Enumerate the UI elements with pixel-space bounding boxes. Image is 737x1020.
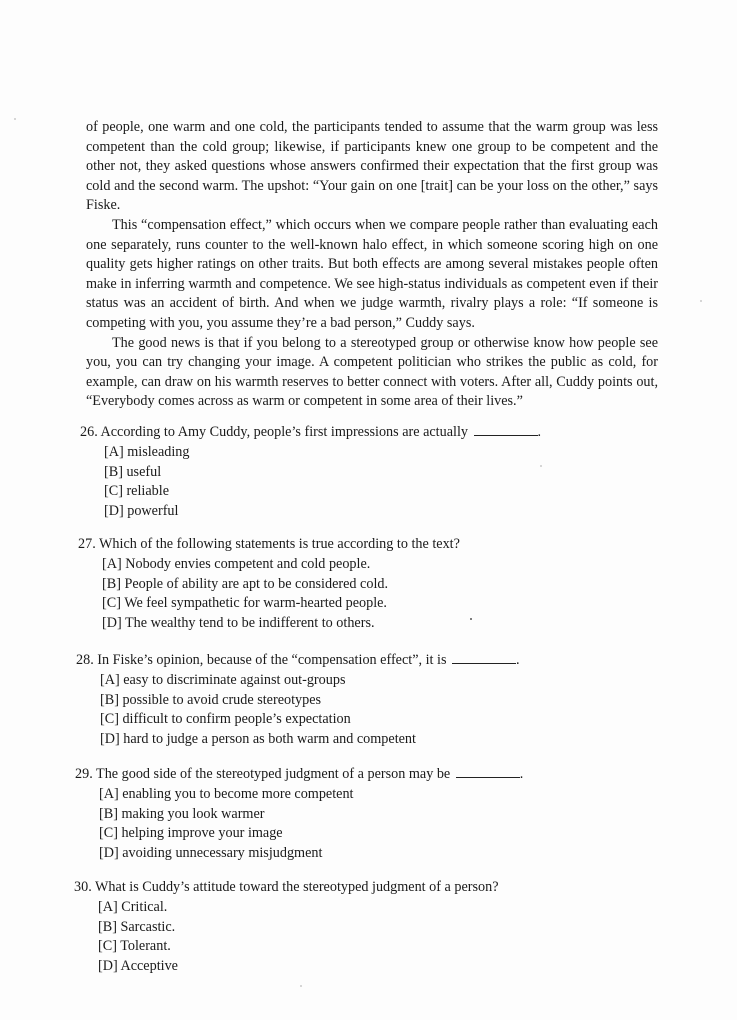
scan-speck [700,300,702,302]
option-a: [A] Nobody envies competent and cold people. [102,555,371,572]
answer-blank [474,423,538,436]
scan-speck [300,985,302,987]
question-30 [74,878,594,977]
option-d: [D] powerful [104,503,179,520]
option-c: [C] reliable [104,483,169,500]
question-number: 28. [76,652,94,668]
question-stem [75,765,595,785]
question-text: What is Cuddy’s attitude toward the stereotyped judgment of a person? [95,879,499,895]
question-text: According to Amy Cuddy, people’s first impressions are actually [100,424,468,440]
passage-paragraph-2: This “compensation effect,” which occurs when we compare people rather than evaluating each one separately, runs counter to the well-known halo effect, in which someone scoring high on one quality gets higher ratings on other traits. But both effects are among several mistakes people often make in inferring warmth and competence. We see high-status individuals as competent even if their status was an accident of birth. And when we judge warmth, rivalry plays a role: “If someone is competing with you, you assume they’re a bad person,” Cuddy says. [86,216,658,331]
stem-period: . [519,766,524,782]
question-stem [76,651,596,671]
question-stem [80,423,600,443]
stem-period: . [516,652,520,668]
option-a: [A] Critical. [98,898,168,915]
question-number: 27. [78,536,96,552]
question-stem [74,878,594,898]
question-number: 29. [75,766,93,782]
scan-speck [470,618,472,620]
reading-passage [86,118,658,412]
option-c: [C] difficult to confirm people’s expectation [100,711,351,728]
option-a: [A] enabling you to become more competent [99,785,354,802]
question-number: 30. [74,879,92,895]
answer-blank [456,765,520,778]
option-d: [D] hard to judge a person as both warm and competent [100,731,416,748]
question-text: In Fiske’s opinion, because of the “compensation effect”, it is [97,652,447,668]
passage-paragraph-1: of people, one warm and one cold, the participants tended to assume that the warm group was less competent than the cold group; likewise, if participants knew one group to be competent and the other not, they asked questions whose answers confirmed their expectation that the first group was cold and the second warm. The upshot: “Your gain on one [trait] can be your loss on the other,” says Fiske. [86,119,658,214]
option-b: [B] making you look warmer [99,805,265,822]
scan-speck [14,118,16,120]
option-b: [B] possible to avoid crude stereotypes [100,691,322,708]
option-c: [C] helping improve your image [99,825,283,842]
option-d: [D] avoiding unnecessary misjudgment [99,845,323,862]
answer-blank [452,651,516,664]
option-d: [D] The wealthy tend to be indifferent to others. [102,615,375,632]
question-number: 26. [80,424,98,440]
option-b: [B] Sarcastic. [98,918,176,935]
passage-paragraph-3: The good news is that if you belong to a stereotyped group or otherwise know how people see you, you can try changing your image. A competent politician who strikes the public as cold, for example, can draw on his warmth reserves to better connect with voters. After all, Cuddy points out, “Everybody comes across as warm or competent in some area of their lives.” [86,334,658,410]
option-a: [A] easy to discriminate against out-groups [100,671,346,688]
option-a: [A] misleading [104,443,190,460]
question-29 [75,765,595,864]
question-26 [80,423,600,522]
option-b: [B] People of ability are apt to be considered cold. [102,575,389,592]
option-c: [C] Tolerant. [98,938,171,955]
question-28 [76,651,596,750]
question-text: Which of the following statements is true according to the text? [99,536,460,552]
option-c: [C] We feel sympathetic for warm-hearted people. [102,595,387,612]
option-b: [B] useful [104,463,162,480]
option-d: [D] Acceptive [98,958,178,975]
question-text: The good side of the stereotyped judgment of a person may be [96,766,451,782]
scan-speck [540,465,542,467]
stem-period: . [537,424,542,440]
question-27 [78,535,598,634]
question-stem [78,535,598,555]
